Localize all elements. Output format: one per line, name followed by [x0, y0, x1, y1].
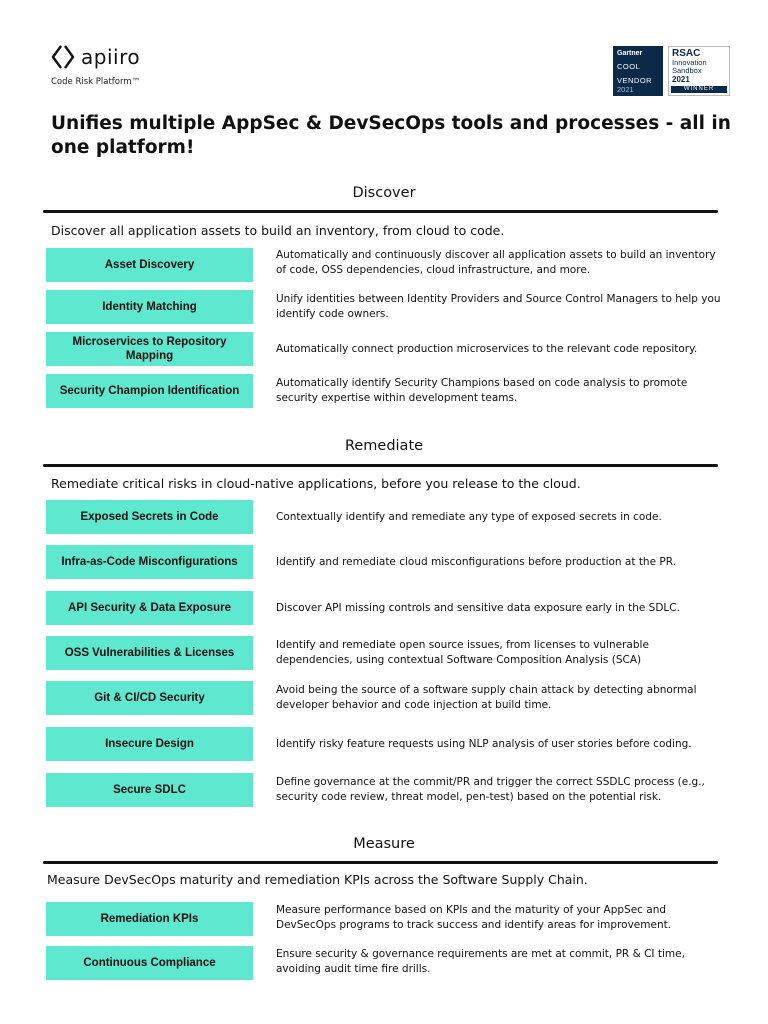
- feature-desc-git-cicd-security: Avoid being the source of a software supply chain attack by detecting abnormal developer behavior and code injection at build time.: [276, 684, 697, 711]
- feature-pill-security-champion: Security Champion Identification: [46, 374, 253, 408]
- gartner-cool-vendor-badge: Gartner COOL VENDOR 2021: [613, 46, 663, 96]
- feature-desc-secure-sdlc: Define governance at the commit/PR and trigger the correct SSDLC process (e.g., security code review, threat model, pen-test) based on the potential risk.: [276, 776, 705, 803]
- section-divider: [43, 210, 718, 213]
- section-intro-discover: Discover all application assets to build an inventory, from cloud to code.: [51, 223, 505, 238]
- feature-pill-microservices-mapping: Microservices to Repository Mapping: [46, 332, 253, 366]
- section-title-remediate: Remediate: [344, 438, 424, 454]
- feature-pill-iac-misconfigurations: Infra-as-Code Misconfigurations: [46, 545, 253, 579]
- feature-desc-identity-matching: Unify identities between Identity Providers and Source Control Managers to help you identify code owners.: [276, 293, 721, 320]
- feature-pill-secure-sdlc: Secure SDLC: [46, 773, 253, 807]
- logo-chevrons-icon: [51, 44, 75, 70]
- feature-desc-security-champion: Automatically identify Security Champions based on code analysis to promote security expertise within development teams.: [276, 377, 688, 404]
- tagline: Code Risk Platform™: [51, 77, 141, 87]
- feature-desc-oss-vulnerabilities: Identify and remediate open source issues, from licenses to vulnerable dependencies, using contextual Software Composition Analysis (SCA): [276, 639, 649, 666]
- feature-pill-git-cicd-security: Git & CI/CD Security: [46, 681, 253, 715]
- feature-pill-continuous-compliance: Continuous Compliance: [46, 946, 253, 980]
- page-headline: Unifies multiple AppSec & DevSecOps tools and processes - all in one platform!: [51, 113, 731, 158]
- feature-desc-microservices-mapping: Automatically connect production microservices to the relevant code repository.: [276, 342, 698, 355]
- section-intro-measure: Measure DevSecOps maturity and remediation KPIs across the Software Supply Chain.: [47, 872, 588, 887]
- section-divider: [43, 464, 718, 467]
- feature-pill-oss-vulnerabilities: OSS Vulnerabilities & Licenses: [46, 636, 253, 670]
- section-divider: [43, 861, 718, 864]
- brand-name: apiiro: [81, 45, 141, 69]
- feature-pill-api-security: API Security & Data Exposure: [46, 591, 253, 625]
- feature-desc-iac-misconfigurations: Identify and remediate cloud misconfigurations before production at the PR.: [276, 555, 676, 568]
- feature-pill-identity-matching: Identity Matching: [46, 290, 253, 324]
- feature-pill-insecure-design: Insecure Design: [46, 727, 253, 761]
- section-intro-remediate: Remediate critical risks in cloud-native applications, before you release to the cloud.: [51, 476, 581, 491]
- feature-pill-remediation-kpis: Remediation KPIs: [46, 902, 253, 936]
- page-header: [51, 44, 731, 99]
- feature-desc-api-security: Discover API missing controls and sensitive data exposure early in the SDLC.: [276, 601, 680, 614]
- feature-desc-asset-discovery: Automatically and continuously discover all application assets to build an inventory of code, OSS dependencies, cloud infrastructure, and more.: [276, 249, 716, 276]
- feature-desc-remediation-kpis: Measure performance based on KPIs and the maturity of your AppSec and DevSecOps programs to track success and identify areas for improvement.: [276, 904, 672, 931]
- apiiro-logo: [51, 44, 140, 70]
- rsac-innovation-sandbox-badge: RSAC Innovation Sandbox 2021 WINNER: [668, 46, 730, 96]
- feature-desc-continuous-compliance: Ensure security & governance requirements are met at commit, PR & CI time, avoiding audit time fire drills.: [276, 948, 685, 975]
- section-title-discover: Discover: [352, 185, 416, 201]
- feature-desc-exposed-secrets: Contextually identify and remediate any type of exposed secrets in code.: [276, 510, 662, 523]
- feature-desc-insecure-design: Identify risky feature requests using NLP analysis of user stories before coding.: [276, 737, 692, 750]
- section-title-measure: Measure: [353, 836, 415, 852]
- feature-pill-exposed-secrets: Exposed Secrets in Code: [46, 500, 253, 534]
- feature-pill-asset-discovery: Asset Discovery: [46, 248, 253, 282]
